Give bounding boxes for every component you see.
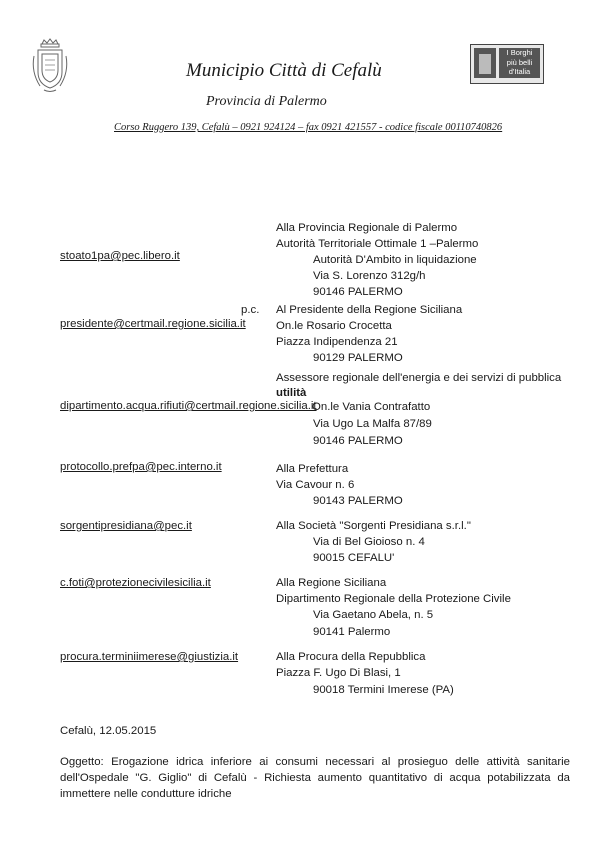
recipient-line: 90146 PALERMO [313, 286, 403, 298]
recipient-email[interactable]: dipartimento.acqua.rifiuti@certmail.regione.sicilia.it [60, 400, 317, 412]
pc-label: p.c. [241, 304, 260, 316]
recipient-line: Al Presidente della Regione Siciliana [276, 304, 463, 316]
subject-text: Erogazione idrica inferiore ai consumi necessari al prosieguo delle attività sanitarie dell'Ospedale "G. Giglio" di Cefalù - Richiesta aumento quantitativo di acqua potabilizzata da immettere nelle condutture idriche [60, 756, 571, 800]
recipient-line: 90143 PALERMO [313, 495, 403, 507]
recipient-email[interactable]: presidente@certmail.regione.sicilia.it [60, 318, 246, 330]
recipient-email[interactable]: c.foti@protezionecivilesicilia.it [60, 577, 211, 589]
municipality-title: Municipio Città di Cefalù [186, 60, 382, 81]
recipient-line: Alla Società "Sorgenti Presidiana s.r.l." [276, 520, 471, 532]
recipient-line: 90146 PALERMO [313, 435, 403, 447]
recipient-line: 90015 CEFALU' [313, 552, 395, 564]
address-line: Corso Ruggero 139, Cefalù – 0921 924124 – fax 0921 421557 - codice fiscale 00110740826 [114, 122, 503, 133]
subject-paragraph [60, 754, 570, 802]
recipient-email[interactable]: stoato1pa@pec.libero.it [60, 250, 180, 262]
subject-label: Oggetto: [60, 756, 104, 768]
recipient-line: Alla Regione Siciliana [276, 577, 387, 589]
badge-line: d'Italia [508, 67, 531, 76]
coat-of-arms-icon [30, 38, 70, 94]
date-line: Cefalù, 12.05.2015 [60, 725, 157, 737]
recipient-line: Assessore regionale dell'energia e dei servizi di pubblica [276, 372, 562, 384]
recipient-line: On.le Rosario Crocetta [276, 320, 392, 332]
recipient-line: 90018 Termini Imerese (PA) [313, 684, 454, 696]
recipient-line: Alla Prefettura [276, 463, 349, 475]
recipient-line: On.le Vania Contrafatto [312, 401, 431, 413]
recipient-line: Via Ugo La Malfa 87/89 [313, 418, 432, 430]
recipient-line: Dipartimento Regionale della Protezione Civile [276, 593, 511, 605]
recipient-line: Autorità Territoriale Ottimale 1 –Palermo [276, 238, 479, 250]
recipient-line: 90141 Palermo [313, 626, 391, 638]
recipient-line: Piazza Indipendenza 21 [276, 336, 398, 348]
recipient-line: 90129 PALERMO [313, 352, 403, 364]
badge-line: più belli [506, 57, 533, 67]
recipient-line: Via S. Lorenzo 312g/h [313, 270, 426, 282]
badge-line: I Borghi [506, 48, 533, 57]
recipient-email[interactable]: protocollo.prefpa@pec.interno.it [60, 461, 222, 473]
province-subtitle: Provincia di Palermo [206, 94, 327, 109]
recipient-line: Via Gaetano Abela, n. 5 [313, 609, 434, 621]
recipient-email[interactable]: procura.terminiimerese@giustizia.it [60, 651, 239, 663]
recipient-line: Via Cavour n. 6 [276, 479, 355, 491]
recipient-line: Alla Provincia Regionale di Palermo [276, 222, 458, 234]
recipient-line: Piazza F. Ugo Di Blasi, 1 [276, 667, 401, 679]
recipient-line: Autorità D'Ambito in liquidazione [313, 254, 477, 266]
recipient-line: utilità [276, 387, 307, 399]
borghi-badge-icon [470, 44, 544, 84]
recipient-line: Alla Procura della Repubblica [276, 651, 426, 663]
recipient-line: Via di Bel Gioioso n. 4 [313, 536, 425, 548]
recipient-email[interactable]: sorgentipresidiana@pec.it [60, 520, 192, 532]
